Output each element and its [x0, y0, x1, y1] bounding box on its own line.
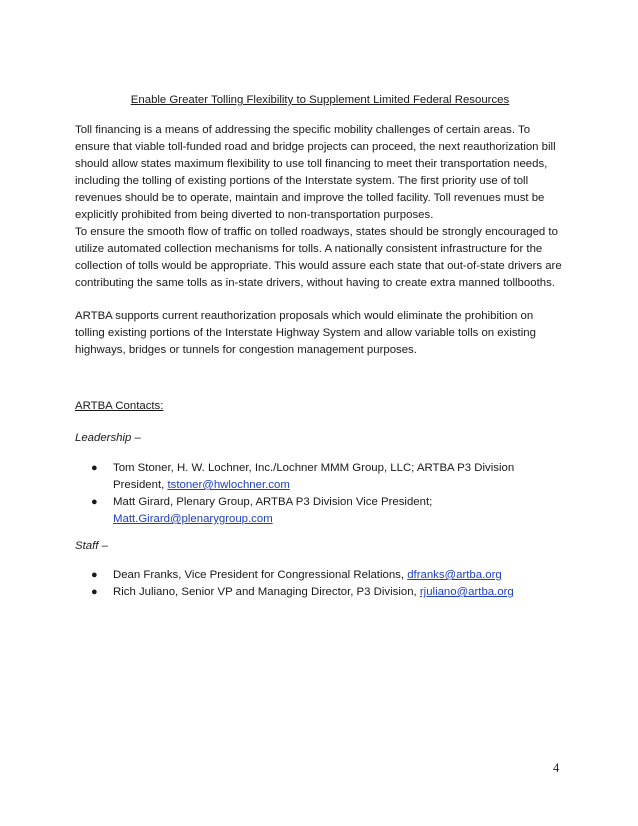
- contact-text: Tom Stoner, H. W. Lochner, Inc./Lochner MMM Group, LLC; ARTBA P3 Division President,: [113, 462, 515, 491]
- email-link[interactable]: rjuliano@artba.org: [419, 586, 514, 598]
- contact-text: Rich Juliano, Senior VP and Managing Director, P3 Division,: [113, 586, 420, 598]
- staff-list: [75, 567, 565, 601]
- paragraph-toll-financing: Toll financing is a means of addressing the specific mobility challenges of certain areas. To ensure that viable toll-funded road and bridge projects can proceed, the next reauthorization bill should allow states maximum flexibility to use toll financing to meet their transportation needs, including the tolling of existing portions of the Interstate system. The first priority use of toll revenues should be to operate, maintain and improve the tolled facility. Toll revenues must be explicitly prohibited from being diverted to non-transportation purposes.: [75, 124, 556, 221]
- email-link[interactable]: Matt.Girard@plenarygroup.com: [113, 513, 273, 525]
- staff-label: Staff –: [75, 540, 108, 552]
- bullet-icon: ●: [91, 462, 98, 474]
- list-item: [75, 460, 565, 494]
- section-title: Enable Greater Tolling Flexibility to Supplement Limited Federal Resources: [130, 94, 510, 106]
- email-link[interactable]: dfranks@artba.org: [407, 569, 502, 581]
- contacts-heading: ARTBA Contacts:: [75, 400, 164, 412]
- leadership-label: Leadership –: [75, 432, 141, 444]
- list-item: [75, 494, 565, 528]
- bullet-icon: ●: [91, 496, 98, 508]
- paragraph-automated-collection: To ensure the smooth flow of traffic on tolled roadways, states should be strongly encouraged to utilize automated collection mechanisms for tolls. A nationally consistent infrastructure for the collection of tolls would be appropriate. This would assure each state that out-of-state drivers are contributing the same tolls as in-state drivers, without having to create extra manned tollbooths.: [75, 226, 562, 289]
- list-item: [75, 567, 565, 584]
- contact-text: Matt Girard, Plenary Group, ARTBA P3 Division Vice President;: [113, 496, 433, 508]
- contact-text: Dean Franks, Vice President for Congressional Relations,: [113, 569, 408, 581]
- page-number: 4: [553, 761, 560, 775]
- bullet-icon: ●: [91, 586, 98, 598]
- email-link[interactable]: tstoner@hwlochner.com: [167, 479, 290, 491]
- list-item: [75, 584, 565, 601]
- paragraph-artba-supports: ARTBA supports current reauthorization proposals which would eliminate the prohibition on tolling existing portions of the Interstate Highway System and allow variable tolls on existing highways, bridges or tunnels for congestion management purposes.: [75, 310, 536, 356]
- leadership-list: [75, 460, 565, 528]
- bullet-icon: ●: [91, 569, 98, 581]
